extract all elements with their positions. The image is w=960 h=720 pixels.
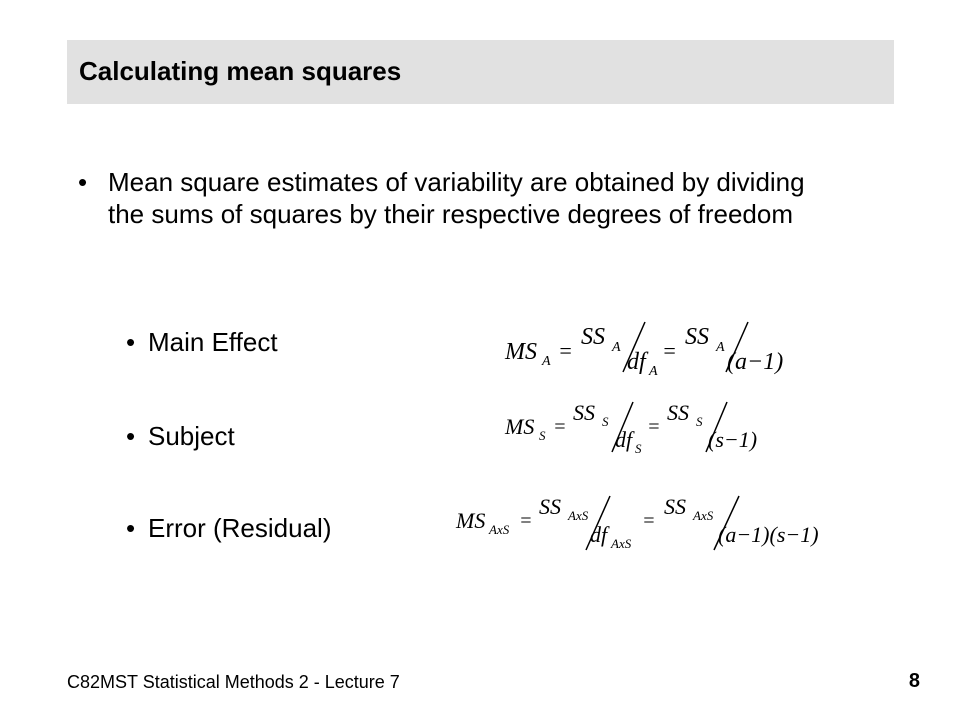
df-symbol: df <box>590 522 608 547</box>
ss-subscript: S <box>602 414 609 429</box>
sub-bullet-label: Subject <box>148 421 235 451</box>
formula-main-effect-svg <box>505 316 805 379</box>
denominator: (s−1) <box>708 427 758 452</box>
df-subscript: A <box>649 364 658 379</box>
formula-error-svg <box>456 492 856 556</box>
df-subscript: S <box>635 441 642 456</box>
ms-subscript: AxS <box>489 522 510 537</box>
ss-symbol: SS <box>573 400 595 425</box>
equals-sign: = <box>647 416 661 438</box>
formula-subject <box>505 402 805 462</box>
df-symbol: df <box>627 349 646 375</box>
denominator: (a−1)(s−1) <box>718 522 819 547</box>
ss-symbol: SS <box>667 400 689 425</box>
equals-sign: = <box>642 510 656 532</box>
ss-symbol: SS <box>539 494 561 519</box>
formula-error <box>456 492 856 556</box>
ms-symbol: MS <box>456 508 486 533</box>
page-number: 8 <box>908 670 920 692</box>
ss-symbol: SS <box>664 494 686 519</box>
equals-sign: = <box>662 338 677 363</box>
sub-bullet-label: Error (Residual) <box>148 513 332 543</box>
sub-bullet-label: Main Effect <box>148 327 278 357</box>
equals-sign: = <box>519 510 533 532</box>
formula-subject-svg <box>505 402 805 462</box>
slide-title: Calculating mean squares <box>79 56 402 86</box>
equals-sign: = <box>558 338 573 363</box>
formula-main-effect <box>505 316 805 379</box>
ms-subscript: S <box>539 428 546 443</box>
equals-sign: = <box>553 416 567 438</box>
bullet-dot: • <box>126 421 136 451</box>
main-bullet-text: Mean square estimates of variability are obtained by dividing the sums of squares by their respective degrees of freedom <box>108 167 805 229</box>
df-symbol: df <box>615 427 633 452</box>
ss-subscript: S <box>696 414 703 429</box>
ss-symbol: SS <box>581 324 605 350</box>
ms-symbol: MS <box>505 414 535 439</box>
df-subscript: AxS <box>611 536 632 551</box>
ss-subscript: A <box>716 340 725 355</box>
ss-subscript: AxS <box>693 508 714 523</box>
ms-symbol: MS <box>505 339 537 365</box>
title-bar <box>67 40 894 104</box>
bullet-dot: • <box>126 327 136 357</box>
ss-symbol: SS <box>685 324 709 350</box>
ms-subscript: A <box>542 354 551 369</box>
ss-subscript: A <box>612 340 621 355</box>
footer-course: C82MST Statistical Methods 2 - Lecture 7 <box>67 672 400 692</box>
denominator: (a−1) <box>727 349 784 375</box>
bullet-dot: • <box>78 167 88 197</box>
bullet-dot: • <box>126 513 136 543</box>
ss-subscript: AxS <box>568 508 589 523</box>
